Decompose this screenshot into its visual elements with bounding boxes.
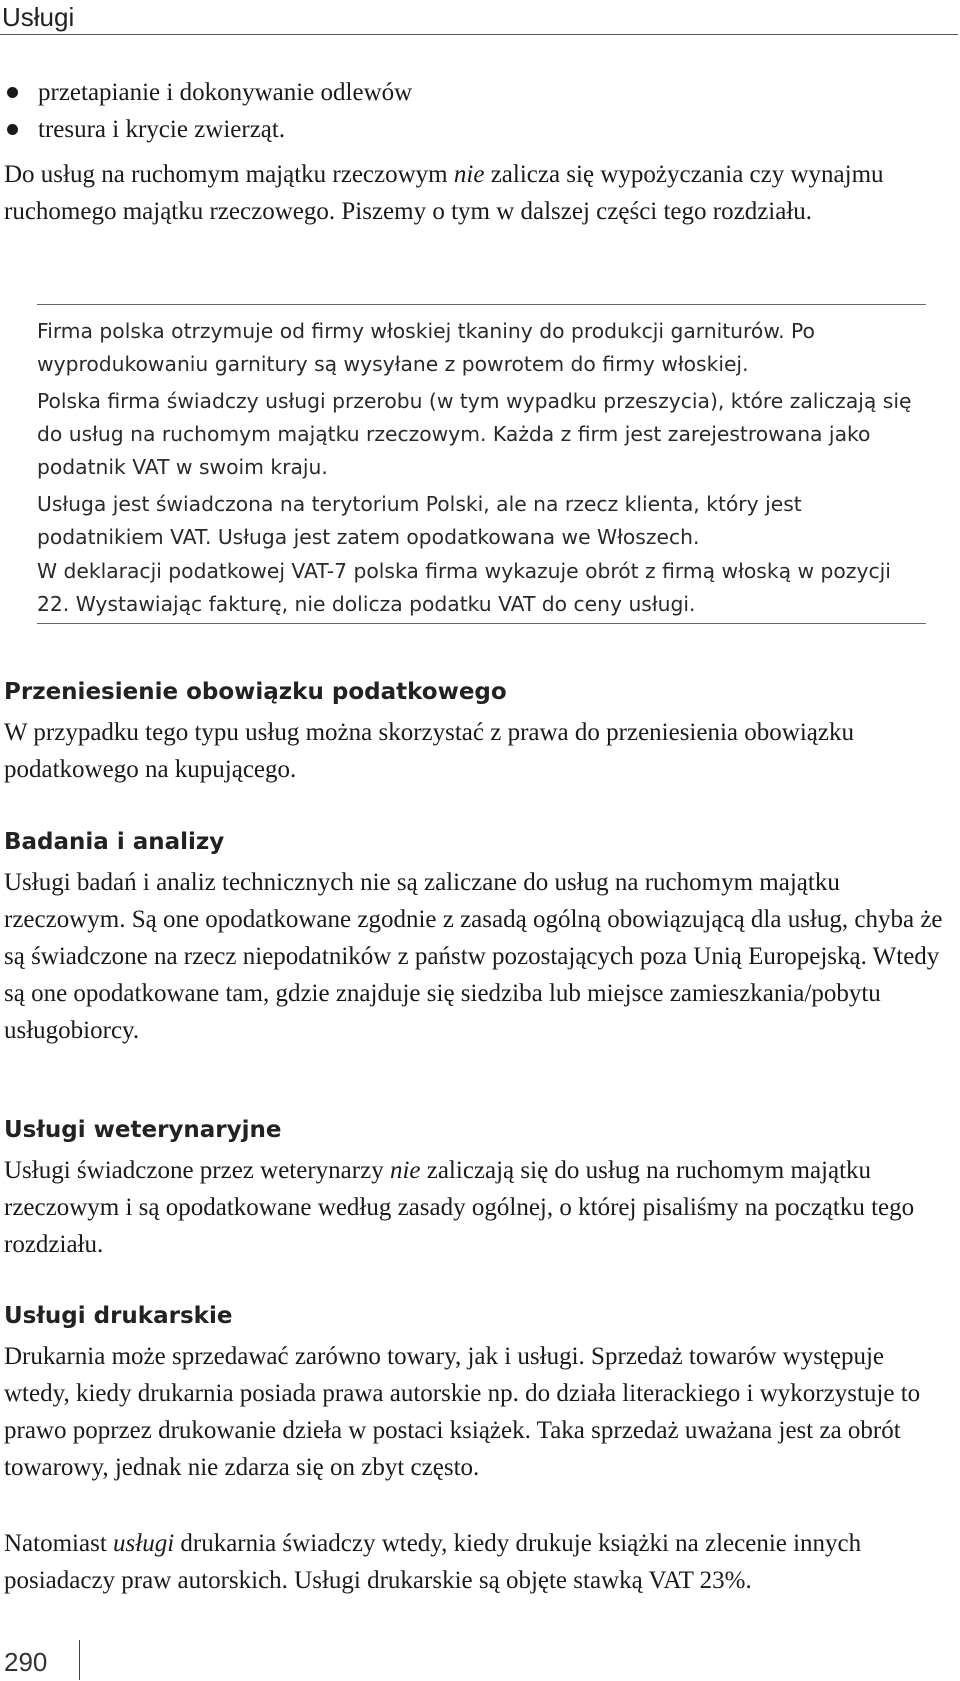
- section-body: Drukarnia może sprzedawać zarówno towary, jak i usługi. Sprzedaż towarów występuje wtedy, kiedy drukarnia posiada prawa autorskie np. do działa literackiego i wykorzystuje to prawo poprzez drukowanie dzieła w postaci książek. Taka sprzedaż uważana jest za obrót towarowy, jednak nie zdarza się on zbyt często.: [4, 1343, 921, 1481]
- bullet-icon: [7, 87, 18, 98]
- example-paragraph: Polska firma świadczy usługi przerobu (w tym wypadku przeszycia), które zaliczają się do usług na ruchomym majątku rzeczowym. Każda z firm jest zarejestrowana jako podatnik VAT w swoim kraju.: [37, 389, 912, 479]
- intro-paragraph: Do usług na ruchomym majątku rzeczowym nie zalicza się wypożyczania czy wynajmu ruchomego majątku rzeczowego. Piszemy o tym w dalszej części tego rozdziału.: [4, 161, 884, 225]
- bullet-icon: [7, 124, 18, 135]
- section-heading: Badania i analizy: [4, 829, 225, 855]
- example-paragraph: Firma polska otrzymuje od firmy włoskiej tkaniny do produkcji garniturów. Po wyprodukowaniu garnitury są wysyłane z powrotem do firmy włoskiej.: [37, 319, 815, 376]
- running-head-title: Usługi: [2, 2, 75, 32]
- list-item: przetapianie i dokonywanie odlewów: [0, 74, 950, 111]
- list-item: tresura i krycie zwierząt.: [0, 111, 950, 148]
- section-body: Natomiast usługi drukarnia świadczy wtedy, kiedy drukuje książki na zlecenie innych posiadaczy praw autorskich. Usługi drukarskie są objęte stawką VAT 23%.: [4, 1530, 862, 1594]
- page-number-rule: [79, 1640, 80, 1680]
- page-number: 290: [4, 1647, 48, 1677]
- section-heading: Usługi drukarskie: [4, 1303, 233, 1329]
- section-heading: Usługi weterynaryjne: [4, 1117, 282, 1143]
- example-paragraph: W deklaracji podatkowej VAT-7 polska firma wykazuje obrót z firmą włoską w pozycji 22. Wystawiając fakturę, nie dolicza podatku VAT do ceny usługi.: [37, 559, 891, 616]
- section-body: Usługi świadczone przez weterynarzy nie zaliczają się do usług na ruchomym majątku rzeczowym i są opodatkowane według zasady ogólnej, o której pisaliśmy na początku tego rozdziału.: [4, 1157, 915, 1258]
- example-box: [37, 304, 926, 624]
- running-head: [0, 0, 958, 35]
- section-body: Usługi badań i analiz technicznych nie są zaliczane do usług na ruchomym majątku rzeczowym. Są one opodatkowane zgodnie z zasadą ogólną obowiązującą dla usług, chyba że są świadczone na rzecz niepodatników z państw pozostających poza Unią Europejską. Wtedy są one opodatkowane tam, gdzie znajduje się siedziba lub miejsce zamieszkania/pobytu usługobiorcy.: [4, 869, 943, 1044]
- section-body: W przypadku tego typu usług można skorzystać z prawa do przeniesienia obowiązku podatkowego na kupującego.: [4, 719, 854, 783]
- bullet-list: [0, 74, 950, 148]
- section-heading: Przeniesienie obowiązku podatkowego: [4, 679, 507, 705]
- example-paragraph: Usługa jest świadczona na terytorium Polski, ale na rzecz klienta, który jest podatnikiem VAT. Usługa jest zatem opodatkowana we Włoszech.: [37, 492, 802, 549]
